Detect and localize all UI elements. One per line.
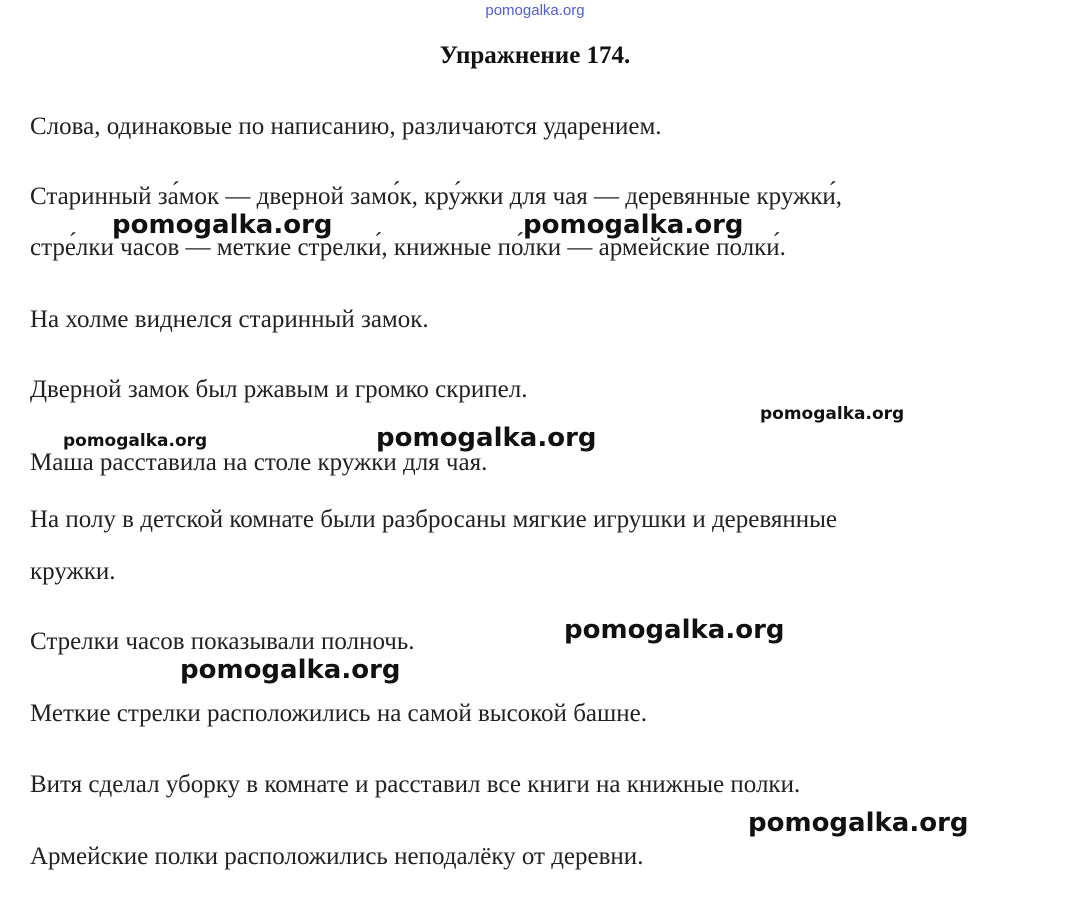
watermark-overlay: pomogalka.org (564, 615, 785, 645)
watermark-overlay: pomogalka.org (760, 404, 905, 424)
exercise-title: Упражнение 174. (439, 42, 631, 69)
watermark-overlay: pomogalka.org (748, 808, 969, 838)
text-line-sentence-8: Армейские полки расположились неподалёку от деревни. (30, 843, 644, 870)
watermark-overlay: pomogalka.org (523, 210, 744, 240)
watermark-overlay: pomogalka.org (112, 210, 333, 240)
text-line-intro: Слова, одинаковые по написанию, различаются ударением. (30, 113, 662, 140)
text-line-sentence-7: Витя сделал уборку в комнате и расставил все книги на книжные полки. (30, 771, 801, 798)
text-line-sentence-1: На холме виднелся старинный замок. (30, 306, 429, 333)
text-line-sentence-6: Меткие стрелки расположились на самой высокой башне. (30, 700, 647, 727)
text-line-sentence-4a: На полу в детской комнате были разбросаны мягкие игрушки и деревянные (30, 506, 837, 533)
text-line-stress-pairs-1: Старинный за́мок — дверной замо́к, кру́жки для чая — деревянные кружки́, (30, 183, 843, 210)
watermark-overlay: pomogalka.org (376, 423, 597, 453)
text-line-sentence-5: Стрелки часов показывали полночь. (30, 628, 415, 655)
watermark-overlay: pomogalka.org (63, 431, 208, 451)
text-line-sentence-4b: кружки. (30, 558, 116, 585)
text-line-stress-pairs-2: стре́лки часов — меткие стрелки́, книжные по́лки — армейские полки́. (30, 234, 786, 261)
watermark-overlay: pomogalka.org (180, 655, 401, 685)
site-watermark-top: pomogalka.org (485, 2, 585, 19)
text-line-sentence-2: Дверной замок был ржавым и громко скрипел. (30, 376, 528, 403)
text-line-sentence-3: Маша расставила на столе кружки для чая. (30, 449, 488, 476)
